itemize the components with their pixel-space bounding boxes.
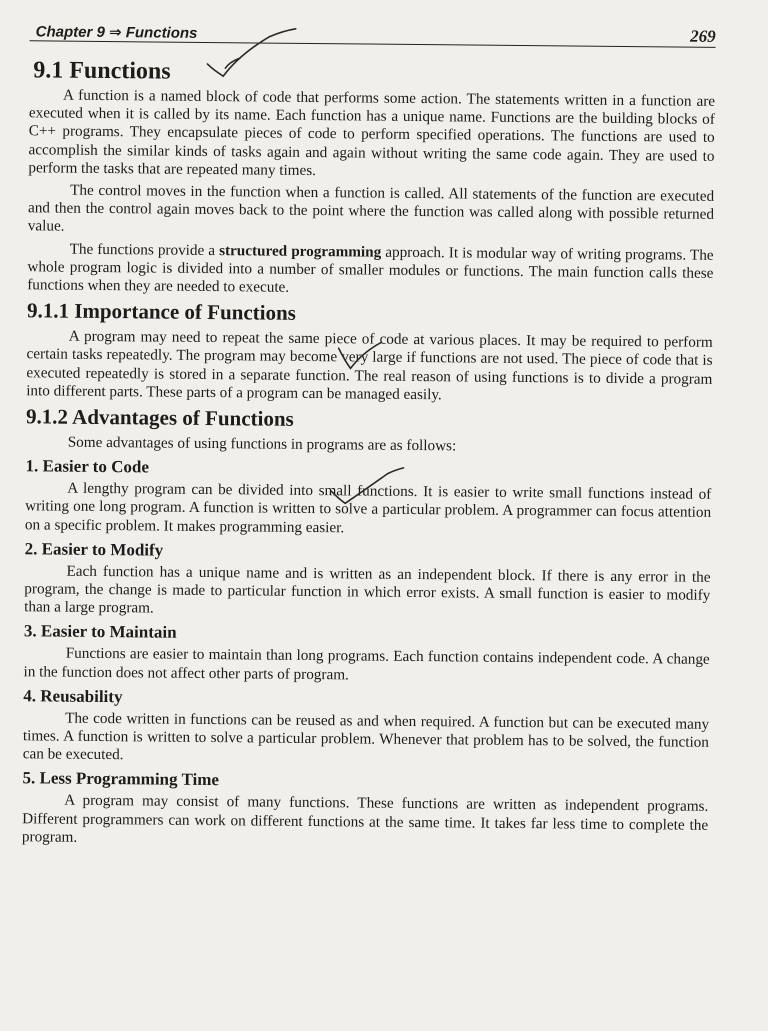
advantage-text-4: The code written in functions can be reused as and when required. A function but can be executed many times. A function is written to solve a particular problem. Whenever that problem has to be solved, the function can be executed. [22, 709, 710, 764]
section-heading-9-1-2: 9.1.2 Advantages of Functions [25, 404, 294, 431]
running-header [30, 10, 716, 48]
text-run: approach. It is modular way of writing programs. The whole program logic is divided into a number of smaller modules or functions. The main function calls these functions when they are needed to execute. [27, 243, 714, 296]
chapter-label: Chapter 9 ⇒ Functions [35, 23, 198, 42]
advantage-text-5: A program may consist of many functions. These functions are written as independent programs. Different programmers can work on different functions at the same time. It takes far less time to complete the program. [21, 792, 709, 846]
advantage-heading-5: 5. Less Programming Time [22, 768, 220, 790]
paragraph-9-1-1-importance: A program may need to repeat the same piece of code at various places. It may be required to perform certain tasks repeatedly. The program may become very large if functions are not used. The piece of code that is executed repeatedly is stored in a separate function. The real reason of using functions is to divide a program into different parts. These parts of a program can be managed easily. [26, 327, 713, 404]
paragraph-9-1-definition: A function is a named block of code that performs some action. The statements written in a function are executed when it is called by its name. Each function has a unique name. Functions are the building blocks of C++ programs. They encapsulate pieces of code to perform specified operations. The functions are used to accomplish the similar kinds of tasks again and again without writing the same code again. They are used to perform the tasks that are repeated many times. [28, 86, 716, 179]
page-number: 269 [690, 26, 716, 46]
advantage-heading-1: 1. Easier to Code [25, 456, 150, 477]
bold-term-structured-programming: structured programming [219, 241, 382, 261]
advantage-text-2: Each function has a unique name and is written as an independent block. If there is any error in the program, the change is made to particular function in which error exists. A small function is easier to modify than a large program. [24, 562, 711, 617]
paragraph-9-1-2-intro: Some advantages of using functions in programs are as follows: [67, 433, 457, 455]
text-run: The functions provide a [69, 240, 220, 259]
section-heading-9-1: 9.1 Functions [33, 57, 171, 85]
paragraph-9-1-control-flow: The control moves in the function when a function is called. All statements of the function are executed and then the control again moves back to the point where the function was called along with possible returned value. [27, 181, 715, 236]
advantage-heading-2: 2. Easier to Modify [24, 539, 164, 560]
paragraph-9-1-structured [27, 240, 713, 301]
advantage-heading-4: 4. Reusability [23, 686, 123, 707]
section-heading-9-1-1: 9.1.1 Importance of Functions [26, 298, 297, 326]
advantage-heading-3: 3. Easier to Maintain [23, 621, 177, 643]
advantage-text-1: A lengthy program can be divided into small functions. It is easier to write small functions instead of writing one long program. A function is written to solve a particular problem. A programmer can focus attention on a specific problem. It makes programming easier. [24, 479, 712, 536]
advantage-text-3: Functions are easier to maintain than long programs. Each function contains independent code. A change in the function does not affect other parts of program. [23, 645, 710, 684]
